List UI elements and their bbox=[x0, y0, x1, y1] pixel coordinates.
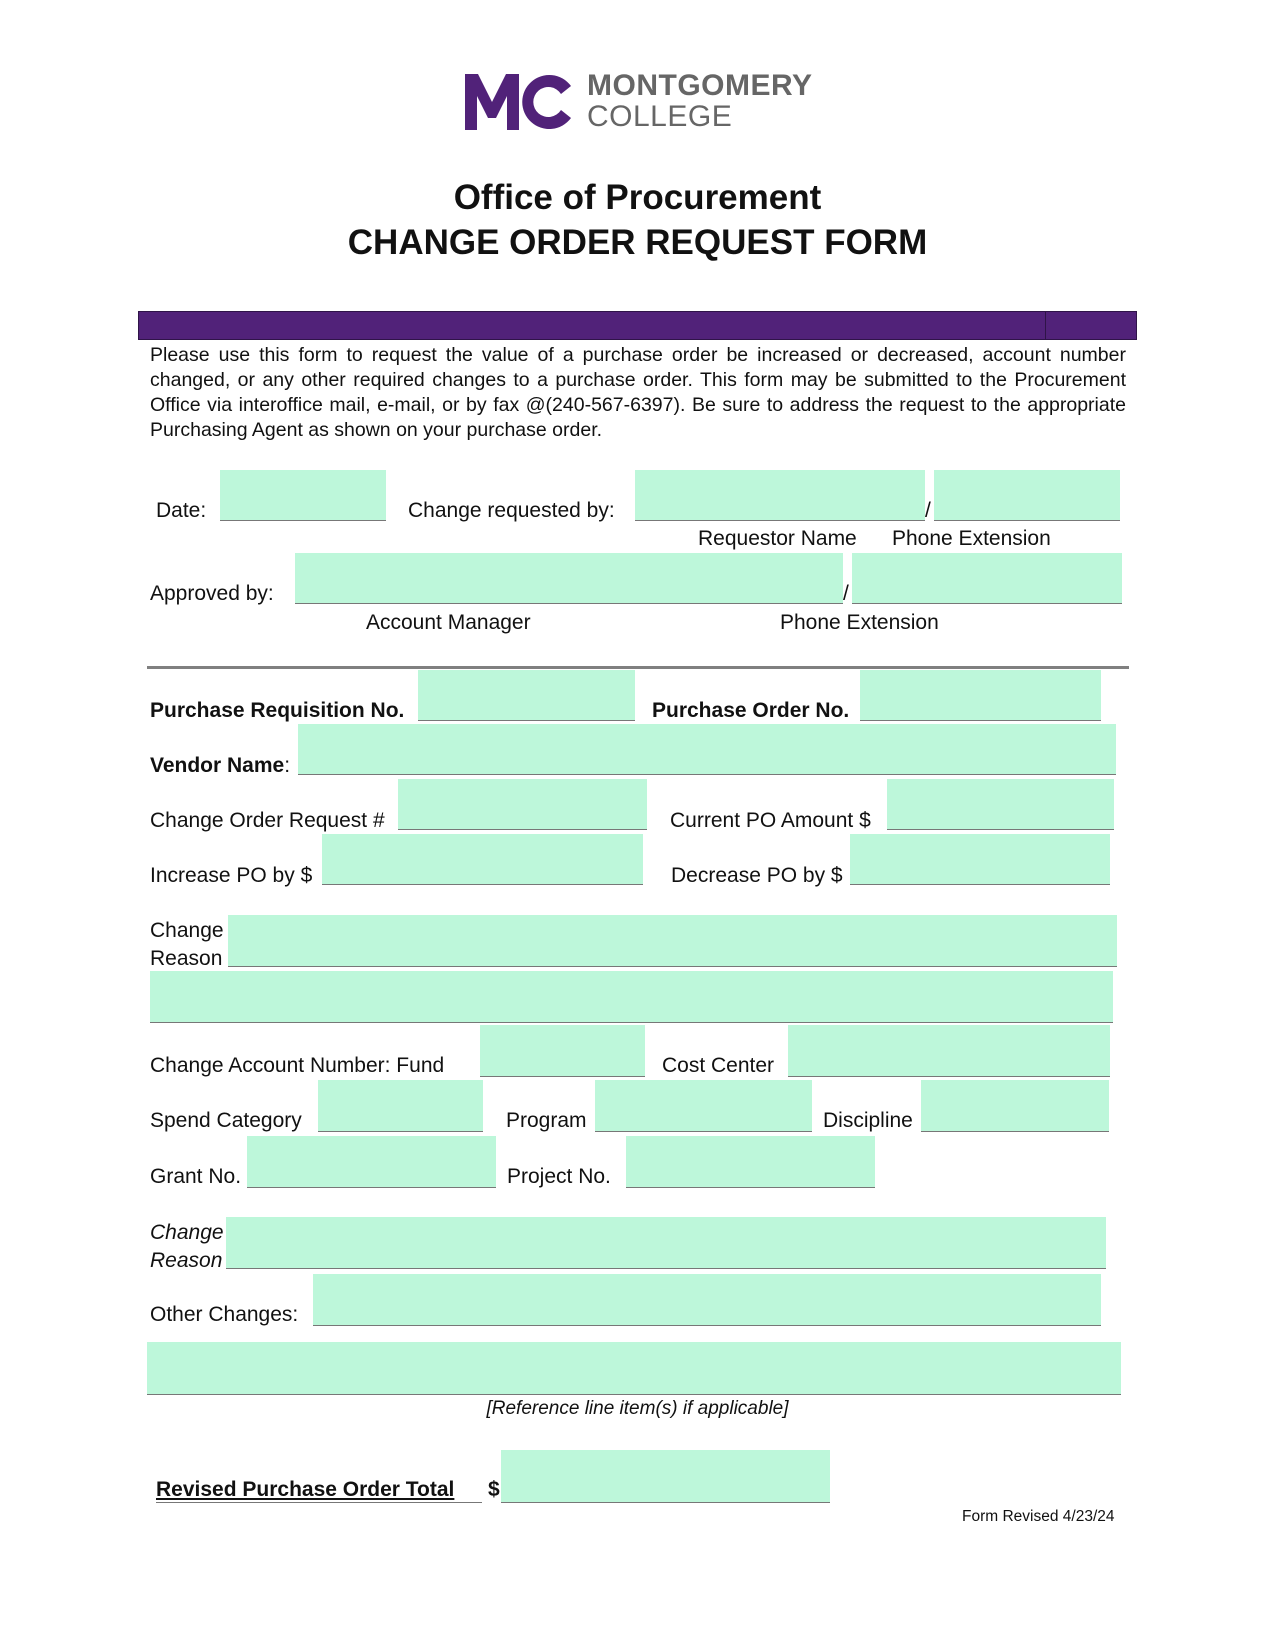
change-order-request-label: Change Order Request # bbox=[150, 809, 385, 832]
purchase-order-label: Purchase Order No. bbox=[652, 699, 850, 722]
revised-total-underline bbox=[156, 1502, 482, 1503]
purchase-requisition-label: Purchase Requisition No. bbox=[150, 699, 405, 722]
requestor-phone-caption: Phone Extension bbox=[892, 527, 1051, 550]
date-label: Date: bbox=[156, 499, 207, 522]
account-manager-field[interactable] bbox=[295, 553, 843, 604]
approver-phone-field[interactable] bbox=[852, 553, 1122, 604]
spend-category-field[interactable] bbox=[318, 1080, 483, 1132]
vendor-name-text: Vendor Name bbox=[150, 754, 285, 777]
header-banner bbox=[138, 311, 1137, 340]
program-field[interactable] bbox=[595, 1080, 812, 1132]
reference-note: [Reference line item(s) if applicable] bbox=[486, 1398, 789, 1419]
account-manager-caption: Account Manager bbox=[366, 611, 531, 634]
fund-field[interactable] bbox=[480, 1025, 645, 1077]
discipline-field[interactable] bbox=[921, 1080, 1109, 1132]
other-changes-label: Other Changes: bbox=[150, 1303, 299, 1326]
requestor-name-caption: Requestor Name bbox=[698, 527, 857, 550]
slash-separator: / bbox=[925, 499, 931, 522]
account-change-reason-label-line2: Reason bbox=[150, 1249, 223, 1272]
slash-separator-2: / bbox=[843, 582, 849, 605]
decrease-po-label: Decrease PO by $ bbox=[671, 864, 843, 887]
change-reason-field[interactable] bbox=[228, 915, 1117, 967]
current-po-amount-field[interactable] bbox=[887, 779, 1114, 830]
montgomery-college-logo-mark bbox=[465, 72, 573, 130]
banner-divider bbox=[1045, 311, 1046, 340]
revised-total-dollar: $ bbox=[488, 1478, 500, 1501]
change-reason-field-continued[interactable] bbox=[150, 971, 1113, 1023]
discipline-label: Discipline bbox=[823, 1109, 913, 1132]
section-divider bbox=[147, 666, 1129, 669]
requestor-phone-field[interactable] bbox=[934, 470, 1120, 521]
decrease-po-field[interactable] bbox=[850, 834, 1110, 885]
vendor-name-label bbox=[150, 753, 290, 779]
account-change-reason-field[interactable] bbox=[226, 1217, 1106, 1269]
logo-text-montgomery: MONTGOMERY bbox=[587, 69, 813, 102]
other-changes-field[interactable] bbox=[313, 1274, 1101, 1326]
change-account-number-label: Change Account Number: Fund bbox=[150, 1054, 445, 1077]
purchase-order-field[interactable] bbox=[860, 670, 1101, 721]
account-change-reason-label-line1: Change bbox=[150, 1221, 224, 1244]
vendor-name-colon: : bbox=[284, 754, 291, 777]
logo-text-college: COLLEGE bbox=[587, 100, 733, 133]
grant-no-field[interactable] bbox=[247, 1136, 496, 1188]
change-reason-label-line1: Change bbox=[150, 919, 224, 942]
approved-by-label: Approved by: bbox=[150, 582, 274, 605]
change-order-request-field[interactable] bbox=[398, 779, 647, 830]
change-reason-label-line2: Reason bbox=[150, 947, 223, 970]
vendor-name-field[interactable] bbox=[298, 724, 1116, 775]
approver-phone-caption: Phone Extension bbox=[780, 611, 939, 634]
revised-total-field[interactable] bbox=[501, 1450, 830, 1503]
revised-total-label: Revised Purchase Order Total bbox=[156, 1478, 455, 1501]
grant-no-label: Grant No. bbox=[150, 1165, 242, 1188]
other-changes-field-continued[interactable] bbox=[147, 1342, 1121, 1395]
date-field[interactable] bbox=[220, 470, 386, 521]
requestor-name-field[interactable] bbox=[635, 470, 925, 521]
form-revised-date: Form Revised 4/23/24 bbox=[962, 1508, 1115, 1525]
current-po-amount-label: Current PO Amount $ bbox=[670, 809, 871, 832]
increase-po-label: Increase PO by $ bbox=[150, 864, 313, 887]
project-no-field[interactable] bbox=[626, 1136, 875, 1188]
intro-paragraph: Please use this form to request the value of a purchase order be increased or decreased, account number changed, or any other required changes to a purchase order. This form may be submitted to the Procurement Office via interoffice mail, e-mail, or by fax @(240-567-6397). Be sure to address the request to the appropriate Purchasing Agent as shown on your purchase order. bbox=[150, 344, 1126, 441]
office-title: Office of Procurement bbox=[453, 178, 822, 217]
form-title: CHANGE ORDER REQUEST FORM bbox=[347, 223, 928, 262]
change-requested-by-label: Change requested by: bbox=[408, 499, 615, 522]
project-no-label: Project No. bbox=[507, 1165, 611, 1188]
program-label: Program bbox=[506, 1109, 587, 1132]
spend-category-label: Spend Category bbox=[150, 1109, 302, 1132]
cost-center-field[interactable] bbox=[788, 1025, 1110, 1077]
purchase-requisition-field[interactable] bbox=[418, 670, 635, 721]
increase-po-field[interactable] bbox=[322, 834, 643, 885]
cost-center-label: Cost Center bbox=[662, 1054, 775, 1077]
